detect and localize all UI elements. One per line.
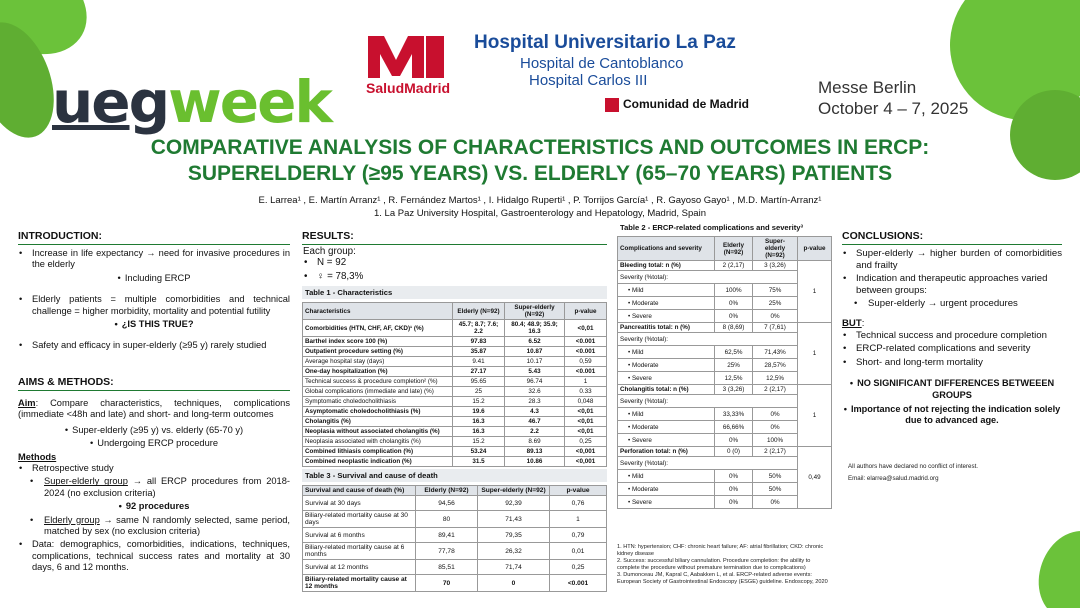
table-cell: Neoplasia associated with cholangitis (%) [303,437,453,447]
hospital-title: Hospital Universitario La Paz [474,32,736,53]
list-item: • Short- and long-term mortality [842,357,1062,369]
table-cell: 32.6 [505,387,565,397]
list-item: • NO SIGNIFICANT DIFFERENCES BETWEEEN GROUPS [842,378,1062,401]
table-cell: Global complications (immediate and late) (%) [303,387,453,397]
table-cell: 27.17 [453,367,505,377]
table-cell: 100% [753,434,798,447]
table-cell: 96.74 [505,377,565,387]
table-cell: 0% [715,434,753,447]
table-row [303,511,607,528]
table-cell: 100% [715,284,753,297]
table1-caption: Table 1 - Characteristics [302,286,607,299]
table-cell: 1 [550,511,607,528]
table-row [303,575,607,592]
table-cell: • Mild [618,408,715,421]
table-cell: Survival at 12 months [303,560,416,575]
table-cell: 71,43 [478,511,550,528]
table-cell: <0,001 [565,457,607,467]
table-cell: <0,01 [565,407,607,417]
table-cell: 1 [798,261,832,323]
conclusions-heading: CONCLUSIONS: [842,230,1062,245]
table-cell: 28,57% [753,359,798,372]
table-row [303,407,607,417]
table-cell: 95.65 [453,377,505,387]
table-cell: 0,25 [550,560,607,575]
table-cell: 0,76 [550,496,607,511]
list-item: • ¿IS THIS TRUE? [18,319,290,330]
salud-madrid-text: SaludMadrid [366,80,451,96]
table-cell: 66,66% [715,421,753,434]
table-cell: 1 [565,377,607,387]
list-item: • Elderly group → same N randomly selected, same period, matched by sex (no exclusion criteria) [18,515,290,538]
table-cell: Technical success & procedure completion² (%) [303,377,453,387]
table-cell: 25% [715,359,753,372]
introduction-heading: INTRODUCTION: [18,230,290,245]
table-row [618,261,832,271]
table-cell: • Moderate [618,483,715,496]
table-cell: 0,79 [550,528,607,543]
email: Email: elarrea@salud.madrid.org [848,475,939,482]
table-cell: 0% [753,496,798,509]
table-cell: 94,56 [416,496,478,511]
table-cell: 62,5% [715,346,753,359]
table-cell: Biliary-related mortality cause at 30 days [303,511,416,528]
table-cell: • Severe [618,372,715,385]
table-cell: • Mild [618,284,715,297]
table-cell: 26,32 [478,543,550,560]
table-row [303,543,607,560]
table-cell: 33,33% [715,408,753,421]
table-cell: 12,5% [753,372,798,385]
table-cell: Cholangitis (%) [303,417,453,427]
table-cell: 9.41 [453,357,505,367]
table-row [618,385,832,395]
table-cell: 0,048 [565,397,607,407]
aims-body: Aim: Compare characteristics, techniques, complications (immediate <48h and late) and short- and long-term outcomes • Super-elderly (≥95 y) vs. elderly (65-70 y) • Undergoing ERCP procedure Methods • Retrospective study • Super-elderly group → all ERCP procedures from 2018-2024 (no exclusion criteria) • 92 procedures • Elderly group → same N randomly selected, same period, matched by sex (no exclusion criteria) • Data: demographics, comorbidities, indications, techniques, complications, technical success rates and mortality at 30 days, 6 and 12 months. [18,398,290,576]
table-cell: 79,35 [478,528,550,543]
table-cell: Cholangitis total: n (%) [618,385,715,395]
decorative-leaf [1027,521,1080,608]
list-item: • Technical success and procedure completion [842,330,1062,342]
table-row [303,560,607,575]
table-row [303,337,607,347]
table-cell: 10.87 [505,347,565,357]
table-cell: 0% [753,408,798,421]
table-cell: <0,01 [565,417,607,427]
table-cell: 0 (0) [715,447,753,457]
table2-complications: Complications and severity Elderly (N=92) Super-elderly (N=92) p-value Bleeding total: n (%) 2 (2,17) 3 (3,26) 1 Severity (%total): • Mild 100% 75% • Moderate 0% 25% • Severe 0% 0% Pancreatitis total: n (%) 8 (8,69) 7 (7,61) 1 Severity (%total): • Mild 62,5% 71,43% • Moderate 25% 28,57% • Severe 12,5% 12,5% Cholangitis total: n (%) 3 (3,26) 2 (2,17) 1 Severity (%total): • Mild 33,33% 0% • Moderate 66,66% 0% • Severe 0% 100% Perforation total: n (%) 0 (0) 2 (2,17) 0,49 Severity (%total): • Mild 0% 50% • Moderate 0% 50% • Severe 0% 0% [617,236,832,509]
table-row [303,437,607,447]
results-heading: RESULTS: [302,230,607,245]
table-cell: 3 (3,26) [715,385,753,395]
list-item: • Increase in life expectancy → need for invasive procedures in the elderly [18,248,290,271]
table-cell: 46.7 [505,417,565,427]
introduction-body [18,248,290,354]
table-cell: 0,25 [565,437,607,447]
table-cell: 5.43 [505,367,565,377]
table-cell: Outpatient procedure setting (%) [303,347,453,357]
poster-title-line1: COMPARATIVE ANALYSIS OF CHARACTERISTICS AND OUTCOMES IN ERCP: [150,136,930,159]
aims-methods-heading: AIMS & METHODS: [18,376,290,391]
table-cell: Average hospital stay (days) [303,357,453,367]
table-cell: 0,59 [565,357,607,367]
list-item: • Super-elderly → urgent procedures [842,298,1062,310]
table-cell: 1 [798,385,832,447]
table-cell: 80.4; 48.9; 35.9; 16.3 [505,320,565,337]
table1-characteristics: Characteristics Elderly (N=92) Super-elderly (N=92) p-value Comorbidities (HTN, CHF, AF, CKD)¹ (%) 45.7; 8.7; 7.6; 2.2 80.4; 48.9; 35.9; 16.3 <0,01 Barthel index score 100 (%) 97.83 6.52 <0.001 Outpatient procedure setting (%) 35.87 10.87 <0.001 Average hospital stay (days) 9.41 10.17 0,59 One-day hospitalization (%) 27.17 5.43 <0.001 Technical success & procedure completion² (%) 95.65 96.74 1 Global complications (immediate and late) (%) 25 32.6 0.33 Symptomatic choledocholithiasis 15.2 28.3 0,048 Asymptomatic choledocholithiasis (%) 19.6 4.3 <0,01 Cholangitis (%) 16.3 46.7 <0,01 Neoplasia without associated cholangitis (%) 16.3 2.2 <0,01 Neoplasia associated with cholangitis (%) 15.2 8.69 0,25 Combined lithiasis complication (%) 53.24 89.13 <0,001 Combined neoplastic indication (%) 31.5 10.86 <0,001 [302,302,607,467]
table-cell: • Moderate [618,297,715,310]
table-cell: Combined neoplastic indication (%) [303,457,453,467]
table-cell: Perforation total: n (%) [618,447,715,457]
table-cell: 6.52 [505,337,565,347]
table-cell: 0.33 [565,387,607,397]
table-cell: 8.69 [505,437,565,447]
table-cell: 75% [753,284,798,297]
list-item: • Including ERCP [18,273,290,284]
table-cell: 2 (2,17) [715,261,753,271]
table-cell: 16.3 [453,427,505,437]
table-cell: 70 [416,575,478,592]
table-cell: 89.13 [505,447,565,457]
table-cell: 80 [416,511,478,528]
table-cell: 19.6 [453,407,505,417]
table-row [303,397,607,407]
table-cell: <0.001 [565,347,607,357]
list-item: • 92 procedures [18,501,290,512]
list-item: • Retrospective study [18,463,290,474]
table-cell: 15.2 [453,437,505,447]
table-cell: <0,01 [565,427,607,437]
table-cell: 0% [753,310,798,323]
table-cell: Pancreatitis total: n (%) [618,323,715,333]
table-row [303,387,607,397]
list-item: • ♀ = 78,3% [303,271,503,282]
table-cell: 45.7; 8.7; 7.6; 2.2 [453,320,505,337]
table-cell: • Moderate [618,359,715,372]
table-cell: Neoplasia without associated cholangitis (%) [303,427,453,437]
table-cell: • Severe [618,496,715,509]
table-cell: 2 (2,17) [753,385,798,395]
table-cell: Bleeding total: n (%) [618,261,715,271]
table-row [303,367,607,377]
affiliation: 1. La Paz University Hospital, Gastroenterology and Hepatology, Madrid, Spain [374,208,706,219]
table-row [303,357,607,367]
table-row [303,496,607,511]
event-date: October 4 – 7, 2025 [818,99,969,118]
table-cell: 4.3 [505,407,565,417]
table-cell: <0,001 [565,447,607,457]
table-row [303,417,607,427]
comunidad-madrid-text: Comunidad de Madrid [623,97,749,111]
table-cell: Survival at 30 days [303,496,416,511]
table-cell: 53.24 [453,447,505,457]
table-cell: 0% [715,310,753,323]
table-row [303,457,607,467]
table-row [618,447,832,457]
table-cell: <0.001 [565,337,607,347]
list-item: • Super-elderly → higher burden of comorbidities and frailty [842,248,1062,271]
table-cell: • Mild [618,470,715,483]
table-cell: • Moderate [618,421,715,434]
list-item: • Indication and therapeutic approaches varied between groups: [842,273,1062,296]
table-cell: 92,39 [478,496,550,511]
list-item: • Importance of not rejecting the indication solely due to advanced age. [842,404,1062,427]
table-cell: 25% [753,297,798,310]
authors: E. Larrea¹ , E. Martín Arranz¹ , R. Fernández Martos¹ , I. Hidalgo Ruperti¹ , P. Torrijos García¹ , R. Gayoso Gayo¹ , M.D. Martín-Arranz¹ [258,195,822,206]
table-cell: <0,01 [565,320,607,337]
table-cell: Biliary-related mortality cause at 6 months [303,543,416,560]
table-cell: 8 (8,69) [715,323,753,333]
table-cell: Combined lithiasis complication (%) [303,447,453,457]
table-cell: <0.001 [550,575,607,592]
table-cell: 35.87 [453,347,505,357]
table-row [618,323,832,333]
table-cell: 0% [715,496,753,509]
table-cell: Biliary-related mortality cause at 12 months [303,575,416,592]
table-cell: Severity (%total): [618,457,798,470]
list-item: • N = 92 [303,257,503,268]
table-cell: • Mild [618,346,715,359]
disclosure: All authors have declared no conflict of interest. [848,463,979,470]
table-cell: 2 (2,17) [753,447,798,457]
list-item: • Super-elderly (≥95 y) vs. elderly (65-70 y) [18,425,290,436]
list-item: • ERCP-related complications and severity [842,343,1062,355]
table-row [303,320,607,337]
poster-title-line2: SUPERELDERLY (≥95 YEARS) VS. ELDERLY (65–70 YEARS) PATIENTS [187,162,893,185]
table-cell: Severity (%total): [618,395,798,408]
table-cell: 50% [753,470,798,483]
table-cell: • Severe [618,310,715,323]
table-cell: 77,78 [416,543,478,560]
list-item: • Elderly patients = multiple comorbidities and technical challenge = higher morbidity, mortality and potential futility [18,294,290,317]
table-cell: 71,74 [478,560,550,575]
table-cell: 10.17 [505,357,565,367]
conclusions-body: • Super-elderly → higher burden of comorbidities and frailty • Indication and therapeutic approaches varied between groups: • Super-elderly → urgent procedures BUT: • Technical success and procedure completion • ERCP-related complications and severity • Short- and long-term mortality • NO SIGNIFICANT DIFFERENCES BETWEEEN GROUPS • Importance of not rejecting the indication solely due to advanced age. [842,248,1062,429]
table-cell: Symptomatic choledocholithiasis [303,397,453,407]
comunidad-madrid-flag-icon [605,98,619,112]
table3-survival: Survival and cause of death (%) Elderly (N=92) Super-elderly (N=92) p-value Survival at 30 days 94,56 92,39 0,76 Biliary-related mortality cause at 30 days 80 71,43 1 Survival at 6 months 89,41 79,35 0,79 Biliary-related mortality cause at 6 months 77,78 26,32 0,01 Survival at 12 months 85,51 71,74 0,25 Biliary-related mortality cause at 12 months 70 0 <0.001 [302,485,607,592]
table-cell: Survival at 6 months [303,528,416,543]
table-cell: 10.86 [505,457,565,467]
list-item: • Super-elderly group → all ERCP procedures from 2018-2024 (no exclusion criteria) [18,476,290,499]
table-cell: 97.83 [453,337,505,347]
footnotes: 1. HTN: hypertension; CHF: chronic heart failure; AF: atrial fibrillation; CKD: chronic kidney disease 2. Success: successful biliary cannulation. Procedure completion: the ability to complete the procedure without premature termination due to complications) 3. Dumonceau JM, Kapral C, Aabakken L, et al. ERCP-related adverse events: European Society of Gastrointestinal Endoscopy (ESGE) guideline. Endoscopy, 2020 [617,544,828,585]
table-cell: 0,01 [550,543,607,560]
table-cell: 7 (7,61) [753,323,798,333]
table-cell: 0,49 [798,447,832,509]
table-cell: 89,41 [416,528,478,543]
table-row [303,377,607,387]
table-cell: 28.3 [505,397,565,407]
table-cell: Asymptomatic choledocholithiasis (%) [303,407,453,417]
table-cell: 15.2 [453,397,505,407]
table-row [303,347,607,357]
table-cell: 0% [715,470,753,483]
table-cell: 0% [715,297,753,310]
table-cell: 0% [753,421,798,434]
table-cell: Barthel index score 100 (%) [303,337,453,347]
table-cell: 50% [753,483,798,496]
table-cell: 0% [715,483,753,496]
table-cell: 2.2 [505,427,565,437]
table3-caption: Table 3 - Survival and cause of death [302,469,607,482]
table-cell: 1 [798,323,832,385]
table-cell: 71,43% [753,346,798,359]
results-summary: Each group: • N = 92 • ♀ = 78,3% [303,246,503,284]
ueg-week-logo: uegweek [52,68,331,136]
table-cell: 0 [478,575,550,592]
table-cell: 12,5% [715,372,753,385]
table2-caption: Table 2 - ERCP-related complications and severity³ [617,221,832,234]
table-cell: Severity (%total): [618,333,798,346]
list-item: • Safety and efficacy in super-elderly (≥95 y) rarely studied [18,340,290,351]
table-cell: Comorbidities (HTN, CHF, AF, CKD)¹ (%) [303,320,453,337]
table-cell: <0.001 [565,367,607,377]
table-cell: 85,51 [416,560,478,575]
hospital-subtitle: Hospital de Cantoblanco [520,55,684,72]
venue: Messe Berlin [818,78,917,97]
hospital-subtitle: Hospital Carlos III [529,72,648,89]
table-row [303,447,607,457]
table-cell: 25 [453,387,505,397]
table-cell: 31.5 [453,457,505,467]
table-cell: 16.3 [453,417,505,427]
list-item: • Data: demographics, comorbidities, indications, techniques, complications, technical success rates and mortality at 30 days, 6 and 12 months. [18,539,290,573]
list-item: • Undergoing ERCP procedure [18,438,290,449]
table-cell: One-day hospitalization (%) [303,367,453,377]
table-cell: Severity (%total): [618,271,798,284]
table-row [303,427,607,437]
table-cell: 3 (3,26) [753,261,798,271]
table-cell: • Severe [618,434,715,447]
table-row [303,528,607,543]
